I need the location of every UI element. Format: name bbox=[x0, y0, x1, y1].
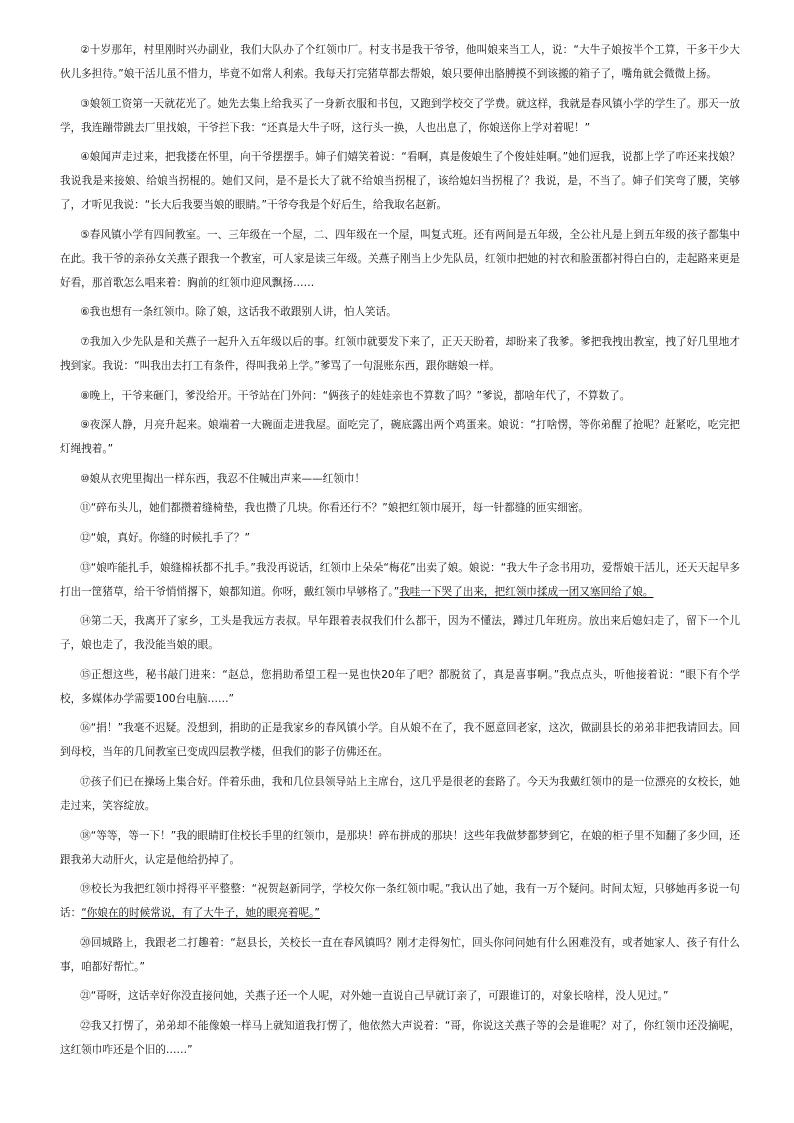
paragraph-text: ②十岁那年，村里刚时兴办副业，我们大队办了个红领巾厂。村支书是我干爷爷，他叫娘来当工人，说：“大牛子娘按半个工算，干多干少大伙儿多担待。”娘干活儿虽不惜力，毕竟不如常人利索。我每天打完猪草都去帮娘，娘只要伸出胳膊摸不到该搬的箱子了，嘴角就会微微上扬。 bbox=[60, 44, 740, 80]
paragraph-17 bbox=[60, 770, 740, 818]
underlined-sentence: “你娘在的时候常说，有了大牛子，她的眼亮着呢。” bbox=[81, 907, 320, 920]
paragraph-text: ⑲校长为我把红领巾捋得平平整整：“祝贺赵新同学，学校欠你一条红领巾呢。”我认出了她，我有一万个疑问。时间太短，只够她再多说一句话： bbox=[60, 883, 740, 920]
paragraph-text: ⑨夜深人静，月亮升起来。娘端着一大碗面走进我屋。面吃完了，碗底露出两个鸡蛋来。娘说：“打啥愣，等你弟醒了抢呢？赶紧吃，吃完把灯绳拽着。” bbox=[60, 419, 740, 456]
paragraph-text: ⑳回城路上，我跟老二打趣着：“赵县长，关校长一直在春风镇吗？刚才走得匆忙，回头你问问她有什么困难没有，或者她家人、孩子有什么事，咱都好帮忙。” bbox=[60, 936, 740, 973]
paragraph-19 bbox=[60, 877, 740, 925]
underlined-sentence: 我哇一下哭了出来，把红领巾揉成一团又塞回给了娘。 bbox=[399, 585, 654, 598]
paragraph-text: ㉒我又打愣了，弟弟却不能像娘一样马上就知道我打愣了，他依然大声说着：“哥，你说这关燕子等的会是谁呢？对了，你红领巾还没摘呢，这红领巾咋还是个旧的……” bbox=[60, 1019, 740, 1056]
paragraph-text: ③娘领工资第一天就花光了。她先去集上给我买了一身新衣服和书包，又跑到学校交了学费。就这样，我就是春风镇小学的学生了。那天一放学，我连蹦带跳去厂里找娘，干爷拦下我：“还真是大牛子呀，这行头一换，人也出息了，你娘送你上学对着呢！” bbox=[60, 97, 740, 134]
paragraph-5 bbox=[60, 223, 740, 295]
paragraph-2 bbox=[60, 38, 740, 86]
paragraph-text: ⑮正想这些，秘书敲门进来：“赵总，您捐助希望工程一晃也快20年了吧？都脱贫了，真是喜事啊。”我点点头，听他接着说：“眼下有个学校，多媒体办学需要100台电脑……” bbox=[60, 668, 740, 705]
paragraph-13 bbox=[60, 556, 740, 604]
paragraph-15 bbox=[60, 663, 740, 711]
paragraph-8 bbox=[60, 384, 740, 408]
paragraph-text: ⑩娘从衣兜里掏出一样东西，我忍不住喊出声来——红领巾！ bbox=[80, 472, 366, 485]
paragraph-12 bbox=[60, 526, 740, 550]
paragraph-3 bbox=[60, 92, 740, 140]
paragraph-text: ⑯“捐！”我毫不迟疑。没想到，捐助的正是我家乡的春风镇小学。自从娘不在了，我不愿意回老家，这次，做副县长的弟弟非把我请回去。回到母校，当年的几间教室已变成四层教学楼，但我们的影子仿佛还在。 bbox=[60, 722, 740, 759]
paragraph-16 bbox=[60, 716, 740, 764]
paragraph-text: ⑬“娘咋能扎手，娘缝棉袄都不扎手。”我没再说话，红领巾上朵朵“梅花”出卖了娘。娘说：“我大牛子念书用功，爱帮娘干活儿，还天天起早多打出一筐猪草，给干爷悄悄撂下，娘都知道。你呀，戴红领巾早够格了。” bbox=[60, 561, 740, 598]
paragraph-text: ⑤春风镇小学有四间教室。一、三年级在一个屋，二、四年级在一个屋，叫复式班。还有两间是五年级，全公社凡是上到五年级的孩子都集中在此。我干爷的亲孙女关燕子跟我一个教室，可人家是读三年级。关燕子刚当上少先队员，红领巾把她的衬衣和脸蛋都衬得白白的，走起路来更是好看，那首歌怎么唱来着：胸前的红领巾迎风飘扬…… bbox=[60, 228, 740, 289]
paragraph-22 bbox=[60, 1014, 740, 1062]
paragraph-text: ⑪“碎布头儿，她们都攒着缝椅垫，我也攒了几块。你看还行不？”娘把红领巾展开，每一针都缝的匝实细密。 bbox=[80, 502, 590, 515]
paragraph-text: ⑧晚上，干爷来砸门，爹没给开。干爷站在门外问：“俩孩子的娃娃亲也不算数了吗？”爹说，都啥年代了，不算数了。 bbox=[80, 389, 631, 402]
paragraph-21 bbox=[60, 984, 740, 1008]
paragraph-10 bbox=[60, 467, 740, 491]
paragraph-20 bbox=[60, 931, 740, 979]
paragraph-4 bbox=[60, 145, 740, 217]
paragraph-text: ⑫“娘，真好。你缝的时候扎手了？” bbox=[80, 531, 251, 544]
paragraph-9 bbox=[60, 413, 740, 461]
paragraph-text: ⑱“等等，等一下！”我的眼睛盯住校长手里的红领巾，是那块！碎布拼成的那块！这些年我做梦都梦到它，在娘的柜子里不知翻了多少回，还跟我弟大动肝火，认定是他给扔掉了。 bbox=[60, 829, 740, 866]
paragraph-6 bbox=[60, 300, 740, 324]
paragraph-text: ⑥我也想有一条红领巾。除了娘，这话我不敢跟别人讲，怕人笑话。 bbox=[80, 306, 397, 319]
paragraph-7 bbox=[60, 330, 740, 378]
paragraph-text: ④娘闻声走过来，把我搂在怀里，向干爷摆摆手。婶子们嬉笑着说：“看啊，真是俊娘生了个俊娃娃啊。”她们逗我，说都上学了咋还来找娘？我说我是来接娘、给娘当拐棍的。她们又问，是不是长大了就不给娘当拐棍了，该给媳妇当拐棍了？我说，是，不当了。婶子们笑弯了腰，笑够了，才听见我说：“长大后我要当娘的眼睛。”干爷夸我是个好后生，给我取名赵新。 bbox=[60, 151, 740, 212]
paragraph-14 bbox=[60, 609, 740, 657]
paragraph-text: ⑭第二天，我离开了家乡，工头是我远方表叔。早年跟着表叔我们什么都干，因为不懂法，蹲过几年班房。放出来后媳妇走了，留下一个儿子，娘也走了，我没能当娘的眼。 bbox=[60, 615, 740, 652]
paragraph-text: ⑰孩子们已在操场上集合好。伴着乐曲，我和几位县领导站上主席台，这几乎是很老的套路了。今天为我戴红领巾的是一位漂亮的女校长，她走过来，笑容绽放。 bbox=[60, 775, 740, 812]
paragraph-11 bbox=[60, 496, 740, 520]
paragraph-18 bbox=[60, 824, 740, 872]
paragraph-text: ⑦我加入少先队是和关燕子一起升入五年级以后的事。红领巾就要发下来了，正天天盼着，却盼来了我爹。爹把我拽出教室，拽了好几里地才拽到家。我说：“叫我出去打工有条件，得叫我弟上学。”爹骂了一句混账东西，跟你瞎娘一样。 bbox=[60, 335, 740, 372]
article-body bbox=[60, 38, 740, 1067]
paragraph-text: ㉑“哥呀，这话幸好你没直接问她，关燕子还一个人呢，对外她一直说自己早就订亲了，可跟谁订的，对象长啥样，没人见过。” bbox=[80, 990, 669, 1003]
